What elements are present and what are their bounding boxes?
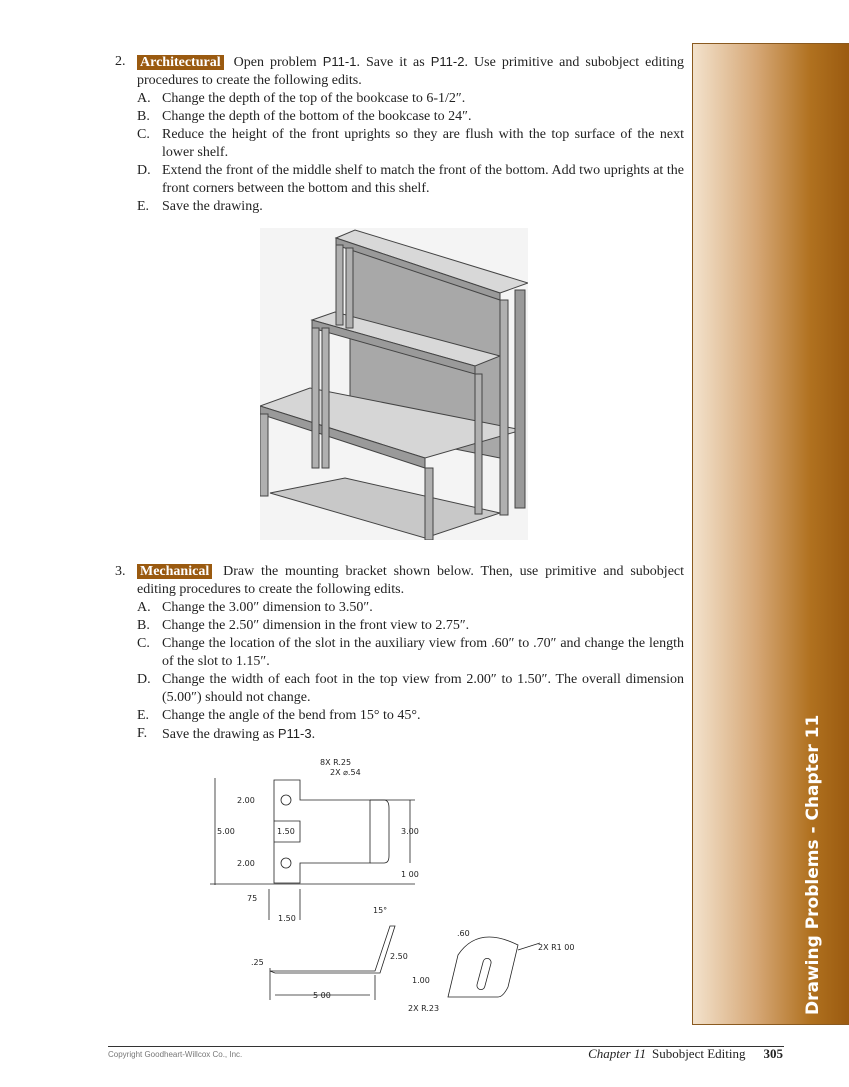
text: . Use primitive and subobject editing procedures to create the following edits. bbox=[137, 55, 685, 88]
dim-label: 2X R1 00 bbox=[538, 943, 575, 952]
problem-2 bbox=[115, 53, 684, 216]
dim-label: 2.50 bbox=[390, 952, 408, 961]
item-text: Reduce the height of the front uprights so they are flush with the top surface of the next lower shelf. bbox=[162, 127, 684, 160]
list-item bbox=[115, 725, 684, 744]
dim-label: 1.00 bbox=[412, 976, 430, 985]
item-text: . bbox=[311, 727, 316, 742]
problem-3 bbox=[115, 563, 684, 744]
list-item bbox=[115, 162, 684, 198]
dim-label: 75 bbox=[247, 894, 258, 903]
item-letter: D. bbox=[137, 672, 151, 687]
category-tag: Architectural bbox=[137, 55, 224, 70]
problem-number: 2. bbox=[115, 54, 126, 69]
text: . Save it as bbox=[356, 55, 431, 70]
item-text: Save the drawing. bbox=[162, 199, 263, 214]
list-item bbox=[115, 198, 684, 216]
item-text: Change the width of each foot in the top view from 2.00″ to 1.50″. The overall dimension (5.00″) should not change. bbox=[162, 672, 684, 705]
item-letter: C. bbox=[137, 127, 150, 142]
dim-label: 5.00 bbox=[217, 827, 235, 836]
item-text: Change the location of the slot in the auxiliary view from .60″ to .70″ and change the length of the slot to 1.15″. bbox=[162, 636, 684, 669]
item-text: Change the angle of the bend from 15° to 45°. bbox=[162, 708, 421, 723]
bracket-drawing bbox=[200, 750, 580, 1030]
item-text: Change the 2.50″ dimension in the front view to 2.75″. bbox=[162, 618, 470, 633]
item-letter: E. bbox=[137, 199, 150, 214]
running-footer bbox=[588, 1046, 783, 1062]
dim-label: 1 00 bbox=[401, 870, 419, 879]
list-item bbox=[115, 599, 684, 617]
list-item bbox=[115, 108, 684, 126]
item-letter: F. bbox=[137, 726, 148, 741]
item-text: Save the drawing as bbox=[162, 727, 278, 742]
text: Draw the mounting bracket shown below. Then, use primitive and subobject editing procedures to create the following edits. bbox=[137, 564, 685, 597]
list-item bbox=[115, 635, 684, 671]
chapter-label: Chapter 11 bbox=[588, 1046, 646, 1061]
list-item bbox=[115, 707, 684, 725]
dim-label: 2.00 bbox=[237, 859, 255, 868]
list-item bbox=[115, 126, 684, 162]
item-text: Change the depth of the bottom of the bookcase to 24″. bbox=[162, 109, 472, 124]
bookcase-figure bbox=[260, 228, 528, 540]
category-tag: Mechanical bbox=[137, 564, 212, 579]
dim-label: .60 bbox=[457, 929, 470, 938]
list-item bbox=[115, 671, 684, 707]
problem-number: 3. bbox=[115, 564, 126, 579]
item-text: Change the 3.00″ dimension to 3.50″. bbox=[162, 600, 373, 615]
dim-label: 2X R.23 bbox=[408, 1004, 440, 1013]
item-letter: A. bbox=[137, 600, 151, 615]
text: Open problem bbox=[233, 55, 323, 70]
page-number: 305 bbox=[763, 1046, 783, 1061]
item-letter: A. bbox=[137, 91, 151, 106]
filename: P11-2 bbox=[430, 54, 465, 69]
dim-label: 15° bbox=[373, 906, 388, 915]
item-letter: E. bbox=[137, 708, 150, 723]
list-item bbox=[115, 90, 684, 108]
dim-label: 1.50 bbox=[278, 914, 296, 923]
dim-label: 8X R.25 bbox=[320, 758, 352, 767]
dim-label: 2.00 bbox=[237, 796, 255, 805]
dim-label: 2X ⌀.54 bbox=[330, 768, 361, 777]
item-letter: D. bbox=[137, 163, 151, 178]
item-text: Extend the front of the middle shelf to match the front of the bottom. Add two uprights at the front corners between the bottom and this shelf. bbox=[162, 163, 684, 196]
list-item bbox=[115, 617, 684, 635]
filename: P11-3 bbox=[277, 726, 312, 741]
dim-label: 1.50 bbox=[277, 827, 295, 836]
dim-label: 3.00 bbox=[401, 827, 419, 836]
item-letter: B. bbox=[137, 618, 150, 633]
dim-label: .25 bbox=[251, 958, 264, 967]
filename: P11-1 bbox=[322, 54, 357, 69]
item-letter: B. bbox=[137, 109, 150, 124]
chapter-sidebar bbox=[692, 43, 849, 1025]
dim-label: 5 00 bbox=[313, 991, 331, 1000]
section-label: Subobject Editing bbox=[651, 1046, 746, 1061]
item-text: Change the depth of the top of the bookcase to 6-1/2″. bbox=[162, 91, 466, 106]
sidebar-title: Drawing Problems - Chapter 11 bbox=[803, 714, 823, 1015]
copyright: Copyright Goodheart-Willcox Co., Inc. bbox=[108, 1050, 243, 1059]
item-letter: C. bbox=[137, 636, 150, 651]
